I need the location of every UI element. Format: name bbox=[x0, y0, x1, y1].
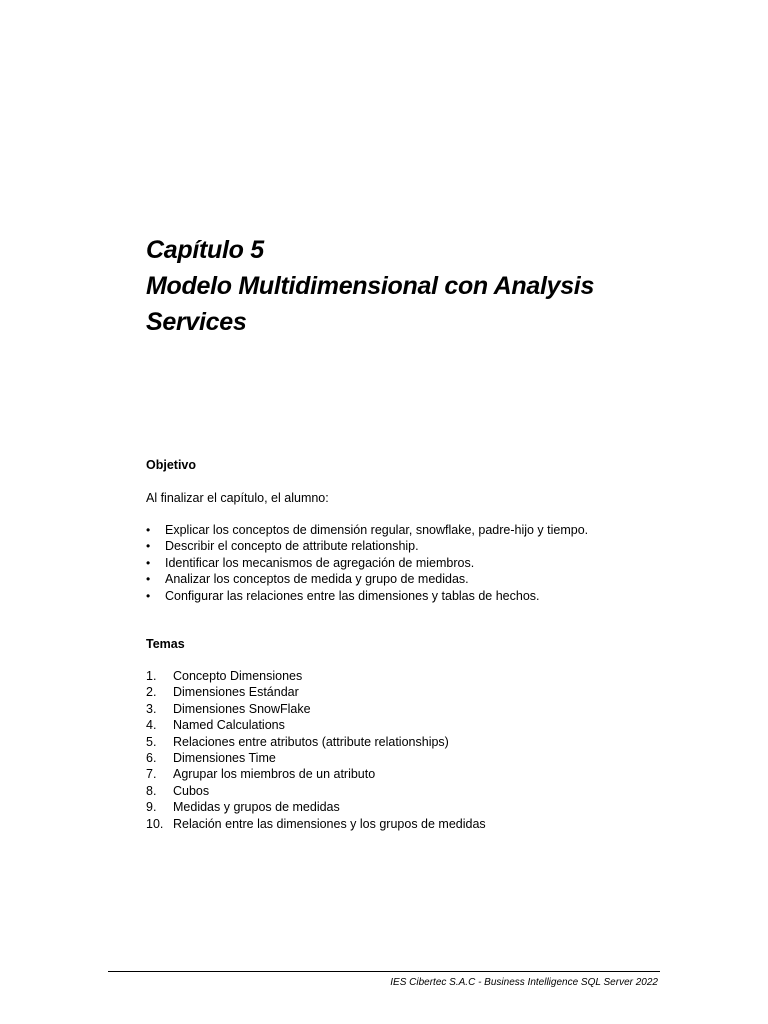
objective-item bbox=[146, 571, 686, 587]
objective-item bbox=[146, 522, 686, 538]
topics-section bbox=[146, 635, 686, 832]
objective-item-text: Configurar las relaciones entre las dimensiones y tablas de hechos. bbox=[165, 588, 540, 603]
topic-text: Relación entre las dimensiones y los grupos de medidas bbox=[173, 816, 486, 831]
topic-text: Dimensiones Estándar bbox=[173, 685, 299, 700]
topic-item bbox=[146, 783, 686, 799]
bullet-icon: • bbox=[146, 539, 151, 554]
chapter-title-line-2: Services bbox=[146, 308, 247, 336]
topic-number: 8. bbox=[146, 783, 157, 798]
objective-item-text: Explicar los conceptos de dimensión regular, snowflake, padre-hijo y tiempo. bbox=[165, 523, 589, 537]
topic-item bbox=[146, 668, 686, 684]
topics-label: Temas bbox=[146, 637, 185, 651]
objective-item-text: Analizar los conceptos de medida y grupo de medidas. bbox=[165, 572, 469, 587]
topic-text: Medidas y grupos de medidas bbox=[173, 800, 340, 815]
objective-item-text: Describir el concepto de attribute relationship. bbox=[165, 539, 419, 554]
topic-number: 3. bbox=[146, 701, 157, 716]
footer-divider bbox=[108, 971, 660, 972]
topic-number: 9. bbox=[146, 800, 157, 815]
bullet-icon: • bbox=[146, 572, 151, 587]
topic-text: Agrupar los miembros de un atributo bbox=[173, 767, 376, 782]
topic-item bbox=[146, 734, 686, 750]
topic-number: 7. bbox=[146, 767, 157, 782]
topic-item bbox=[146, 684, 686, 700]
objective-item bbox=[146, 538, 686, 554]
topic-text: Dimensiones SnowFlake bbox=[173, 701, 311, 716]
footer-text: IES Cibertec S.A.C - Business Intelligence SQL Server 2022 bbox=[390, 977, 658, 988]
topic-item bbox=[146, 701, 686, 717]
objective-item bbox=[146, 555, 686, 571]
objective-section bbox=[146, 456, 686, 604]
topic-text: Concepto Dimensiones bbox=[173, 669, 303, 683]
objective-item-text: Identificar los mecanismos de agregación de miembros. bbox=[165, 555, 475, 570]
topic-number: 4. bbox=[146, 718, 157, 733]
topic-text: Dimensiones Time bbox=[173, 751, 276, 766]
topic-text: Cubos bbox=[173, 783, 210, 798]
objective-intro: Al finalizar el capítulo, el alumno: bbox=[146, 491, 329, 505]
topic-text: Relaciones entre atributos (attribute relationships) bbox=[173, 734, 449, 749]
topic-number: 1. bbox=[146, 669, 157, 683]
objectives-list bbox=[146, 522, 686, 604]
topics-list bbox=[146, 668, 686, 832]
bullet-icon: • bbox=[146, 555, 151, 570]
chapter-number: Capítulo 5 bbox=[146, 236, 264, 264]
topic-item bbox=[146, 750, 686, 766]
topic-number: 5. bbox=[146, 734, 157, 749]
chapter-title-line-1: Modelo Multidimensional con Analysis bbox=[146, 272, 595, 300]
topic-item bbox=[146, 816, 686, 832]
topic-item bbox=[146, 799, 686, 815]
topic-number: 6. bbox=[146, 751, 157, 766]
topic-item bbox=[146, 766, 686, 782]
topic-text: Named Calculations bbox=[173, 718, 285, 733]
bullet-icon: • bbox=[146, 588, 151, 603]
topic-item bbox=[146, 717, 686, 733]
chapter-heading bbox=[146, 232, 706, 340]
objective-item bbox=[146, 588, 686, 604]
topic-number: 10. bbox=[146, 816, 164, 831]
bullet-icon: • bbox=[146, 523, 151, 537]
topic-number: 2. bbox=[146, 685, 157, 700]
objective-label: Objetivo bbox=[146, 458, 197, 472]
